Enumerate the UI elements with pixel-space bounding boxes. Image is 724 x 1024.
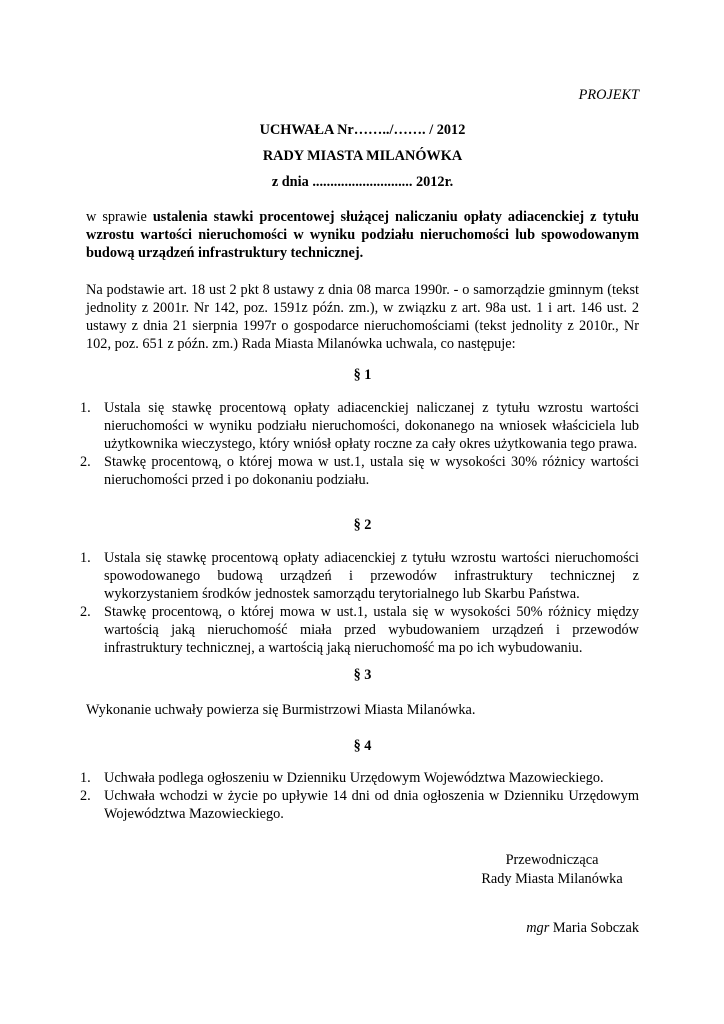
section-4-list	[80, 769, 639, 823]
list-item-number: 1.	[80, 550, 91, 566]
list-item-number: 2.	[80, 604, 91, 620]
list-item-text: Stawkę procentową, o której mowa w ust.1, ustala się w wysokości 50% różnicy między wartością jaką nieruchomość miała przed wybudowaniem urządzeń i przewodów infrastruktury technicznej, a wartością jaką nieruchomość ma po ich wybudowaniu.	[104, 604, 639, 656]
section-heading-1: § 1	[353, 367, 372, 383]
signatory-body: Rady Miasta Milanówka	[481, 871, 623, 887]
section-heading-4: § 4	[353, 738, 372, 754]
signatory-name	[526, 919, 639, 937]
list-item-text: Uchwała wchodzi w życie po upływie 14 dni od dnia ogłoszenia w Dzienniku Urzędowym Województwa Mazowieckiego.	[104, 788, 639, 822]
signatory-role: Przewodnicząca	[505, 852, 599, 868]
list-item-number: 1.	[80, 770, 91, 786]
subject-bold: ustalenia stawki procentowej służącej naliczaniu opłaty adiacenckiej z tytułu wzrostu wartości nieruchomości w wyniku podziału nieruchomości lub spowodowanym budową urządzeń infrastruktury technicznej.	[86, 209, 640, 261]
list-item-text: Uchwała podlega ogłoszeniu w Dzienniku Urzędowym Województwa Mazowieckiego.	[104, 770, 604, 786]
list-item-text: Stawkę procentową, o której mowa w ust.1, ustala się w wysokości 30% różnicy wartości nieruchomości przed i po dokonaniu podziału.	[104, 454, 639, 488]
list-item	[80, 399, 639, 453]
list-item-number: 1.	[80, 400, 91, 416]
subject-prefix: w sprawie	[86, 209, 153, 225]
draft-label: PROJEKT	[578, 87, 639, 103]
list-item-number: 2.	[80, 454, 91, 470]
section-1-list	[80, 399, 639, 489]
list-item	[80, 769, 639, 787]
section-heading-2: § 2	[353, 517, 372, 533]
resolution-number: UCHWAŁA Nr……../……. / 2012	[259, 122, 466, 138]
signatory-degree: mgr	[526, 920, 550, 936]
list-item	[80, 603, 639, 657]
signatory-fullname: Maria Sobczak	[552, 920, 639, 936]
list-item	[80, 453, 639, 489]
list-item-number: 2.	[80, 788, 91, 804]
section-3-text: Wykonanie uchwały powierza się Burmistrzowi Miasta Milanówka.	[86, 702, 476, 718]
section-heading-3: § 3	[353, 667, 372, 683]
list-item	[80, 549, 639, 603]
legal-basis-paragraph: Na podstawie art. 18 ust 2 pkt 8 ustawy z dnia 08 marca 1990r. - o samorządzie gminnym (tekst jednolity z 2001r. Nr 142, poz. 1591z późn. zm.), w związku z art. 98a ust. 1 i art. 146 ust. 2 ustawy z dnia 21 sierpnia 1997r o gospodarce nieruchomościami (tekst jednolity z 2010r., Nr 102, poz. 651 z późn. zm.) Rada Miasta Milanówka uchwala, co następuje:	[86, 282, 639, 352]
list-item-text: Ustala się stawkę procentową opłaty adiacenckiej naliczanej z tytułu wzrostu wartości nieruchomości w wyniku podziału nieruchomości, dokonanego na wniosek właściciela lub użytkownika wieczystego, który wniósł opłaty roczne za cały okres użytkowania tego prawa.	[104, 400, 639, 452]
list-item	[80, 787, 639, 823]
resolution-date: z dnia ............................ 2012r.	[271, 174, 454, 190]
section-2-list	[80, 549, 639, 657]
list-item-text: Ustala się stawkę procentową opłaty adiacenckiej z tytułu wzrostu wartości nieruchomości spowodowanego budową urządzeń i przewodów infrastruktury technicznej z wykorzystaniem środków jednostek samorządu terytorialnego lub Skarbu Państwa.	[104, 550, 639, 602]
subject-paragraph	[86, 208, 639, 262]
council-name: RADY MIASTA MILANÓWKA	[262, 148, 463, 164]
